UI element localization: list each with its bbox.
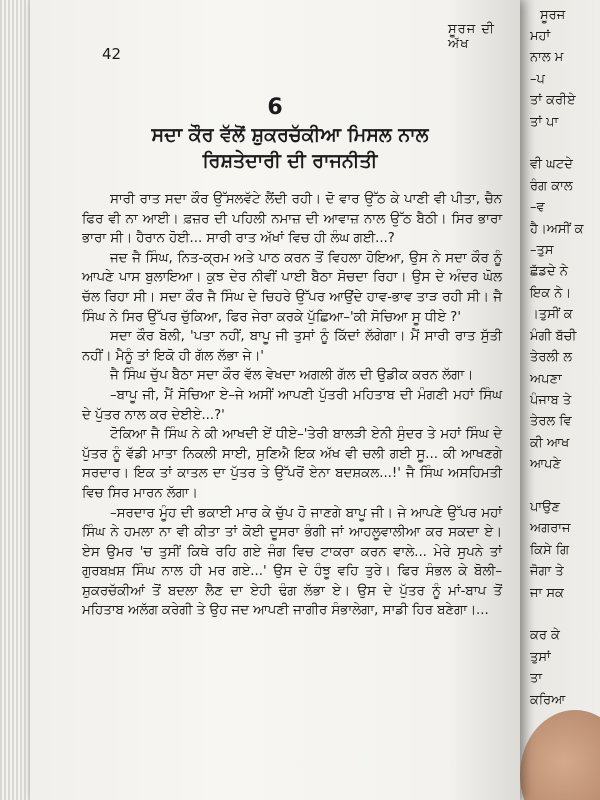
- facing-line: ਵੀ ਘਟਦੇ: [530, 157, 573, 173]
- book-page: [30, 0, 520, 800]
- facing-line: ਤਾਂ ਕਰੀਏ: [530, 93, 576, 109]
- facing-line: ਰੰਗ ਕਾਲ: [530, 178, 573, 194]
- facing-line: [530, 476, 584, 497]
- chapter-title-line1: ਸਦਾ ਕੌਰ ਵੱਲੋਂ ਸ਼ੁਕਰਚੱਕੀਆ ਮਿਸਲ ਨਾਲ: [151, 124, 429, 146]
- paragraph: ਸਾਰੀ ਰਾਤ ਸਦਾ ਕੌਰ ਉੱਸਲਵੱਟੇ ਲੈਂਦੀ ਰਹੀ। ਦੋ ਵਾਰ ਉੱਠ ਕੇ ਪਾਣੀ ਵੀ ਪੀਤਾ, ਚੈਨ ਫਿਰ ਵੀ ਨਾ ਆਈ। ਫ਼ਜ਼ਰ ਦੀ ਪਹਿਲੀ ਨਮਾਜ਼ ਦੀ ਆਵਾਜ਼ ਨਾਲ ਉੱਠ ਬੈਠੀ। ਸਿਰ ਭਾਰਾ ਭਾਰਾ ਸੀ। ਹੈਰਾਨ ਹੋਈ... ਸਾਰੀ ਰਾਤ ਅੱਖਾਂ ਵਿਚ ਹੀ ਲੰਘ ਗਈ...?: [82, 192, 502, 247]
- facing-line: [530, 604, 584, 625]
- facing-line: ਤਾ: [530, 671, 543, 687]
- chapter-title: [70, 122, 510, 174]
- facing-line: [530, 133, 584, 154]
- facing-line: –ਤੁਸ: [530, 243, 554, 259]
- running-head: ਸੂਰਜ ਦੀ ਅੱਖ: [448, 22, 495, 52]
- chapter-number: 6: [267, 95, 283, 120]
- paragraph: ਜਦ ਜੈ ਸਿੰਘ, ਨਿਤ-ਕ੍ਰਮ ਅਤੇ ਪਾਠ ਕਰਨ ਤੋਂ ਵਿਹਲਾ ਹੋਇਆ, ਉਸ ਨੇ ਸਦਾ ਕੌਰ ਨੂੰ ਆਪਣੇ ਪਾਸ ਬੁਲਾਇਆ। ਕੁਝ ਦੇਰ ਨੀਵੀਂ ਪਾਈ ਬੈਠਾ ਸੋਚਦਾ ਰਿਹਾ। ਉਸ ਦੇ ਅੰਦਰ ਘੋਲ ਚੱਲ ਰਿਹਾ ਸੀ। ਸਦਾ ਕੌਰ ਜੈ ਸਿੰਘ ਦੇ ਚਿਹਰੇ ਉੱਪਰ ਆਉਂਦੇ ਹਾਵ-ਭਾਵ ਤਾੜ ਰਹੀ ਸੀ। ਜੈ ਸਿੰਘ ਨੇ ਸਿਰ ਉੱਪਰ ਚੁੱਕਿਆ, ਫਿਰ ਜੇਰਾ ਕਰਕੇ ਪੁੱਛਿਆ–'ਕੀ ਸੋਚਿਆ ਸੂ ਧੀਏ ?': [82, 250, 502, 325]
- facing-line: ਕਰਿਆ: [530, 692, 566, 708]
- facing-line: ਨਾਲ ਮ: [530, 50, 564, 66]
- facing-line: ਜਾ ਸਕ: [530, 585, 564, 601]
- facing-line: ਆਪਣੇ: [530, 457, 561, 473]
- paragraph: –ਬਾਪੂ ਜੀ, ਮੈਂ ਸੋਚਿਆ ਏ–ਜੇ ਅਸੀਂ ਆਪਣੀ ਪੁੱਤਰੀ ਮਹਿਤਾਬ ਦੀ ਮੰਗਣੀ ਮਹਾਂ ਸਿੰਘ ਦੇ ਪੁੱਤਰ ਨਾਲ ਕਰ ਦੇਈਏ...?': [82, 387, 502, 423]
- facing-line: ਮਹਾਂ: [530, 29, 551, 44]
- facing-page-text: [530, 26, 584, 711]
- facing-line: ਛੱਡਦੇ ਨੇ: [530, 264, 568, 280]
- facing-line: ਹੈ।ਅਸੀਂ ਕ: [530, 221, 584, 237]
- facing-line: ਇਕ ਨੇ।: [530, 285, 572, 301]
- facing-line: ਤੇਰਲ ਵਿ: [530, 414, 572, 430]
- facing-line: ਅਗਰਾਜ: [530, 521, 571, 537]
- facing-page: [514, 0, 600, 800]
- facing-line: ਤੇਰਲੀ ਲ: [530, 350, 573, 366]
- facing-line: ਪੰਜਾਬ ਤੇ: [530, 392, 572, 408]
- facing-line: ।ਤੁਸੀਂ ਕ: [530, 307, 573, 323]
- facing-line: ਕੀ ਆਖ: [530, 435, 570, 451]
- facing-line: –ਪ: [530, 71, 545, 87]
- facing-line: ਕਿਸੇ ਗਿ: [530, 542, 570, 558]
- paragraph: ਜੈ ਸਿੰਘ ਚੁੱਪ ਬੈਠਾ ਸਦਾ ਕੌਰ ਵੱਲ ਵੇਖਦਾ ਅਗਲੀ ਗੱਲ ਦੀ ਉਡੀਕ ਕਰਨ ਲੱਗਾ।: [110, 368, 474, 384]
- facing-line: ਜੋਗਾ ਤੇ: [530, 564, 564, 580]
- facing-running-head: ਸੂਰਜ: [540, 8, 566, 23]
- page-number: 42: [102, 45, 122, 63]
- facing-line: ਤੁਸਾਂ: [530, 649, 551, 665]
- facing-line: ਪਾਉਣ: [530, 499, 560, 515]
- paragraph: ਟੋਕਿਆ ਜੈ ਸਿੰਘ ਨੇ ਕੀ ਆਖਦੀ ਏਂ ਧੀਏ–'ਤੇਰੀ ਬਾਲੜੀ ਏਨੀ ਸੁੰਦਰ ਤੇ ਮਹਾਂ ਸਿੰਘ ਦੇ ਪੁੱਤਰ ਨੂੰ ਵੱਡੀ ਮਾਤਾ ਨਿਕਲੀ ਸਾਈ, ਸੁਣਿਐ ਇਕ ਅੱਖ ਵੀ ਚਲੀ ਗਈ ਸੂ... ਕੀ ਆਖਣਗੇ ਸਰਦਾਰ। ਇਕ ਤਾਂ ਕਾਤਲ ਦਾ ਪੁੱਤਰ ਤੇ ਉੱਪਰੋਂ ਏਨਾ ਬਦਸ਼ਕਲ...!' ਜੈ ਸਿੰਘ ਅਸਹਿਮਤੀ ਵਿਚ ਸਿਰ ਮਾਰਨ ਲੱਗਾ।: [82, 427, 502, 501]
- thumb: [520, 710, 600, 800]
- facing-line: ਅਪਣਾ: [530, 371, 562, 387]
- body-text: [82, 190, 502, 621]
- facing-line: –ਵ: [530, 200, 545, 216]
- facing-line: ਕਰ ਕੇ: [530, 628, 560, 644]
- chapter-title-line2: ਰਿਸ਼ਤੇਦਾਰੀ ਦੀ ਰਾਜਨੀਤੀ: [202, 150, 378, 172]
- facing-line: ਤਾਂ ਪਾ: [530, 114, 559, 130]
- paragraph: –ਸਰਦਾਰ ਮੂੰਹ ਦੀ ਭਕਾਈ ਮਾਰ ਕੇ ਚੁੱਪ ਹੋ ਜਾਣਗੇ ਬਾਪੂ ਜੀ। ਜੇ ਆਪਣੇ ਉੱਪਰ ਮਹਾਂ ਸਿੰਘ ਨੇ ਹਮਲਾ ਨਾ ਵੀ ਕੀਤਾ ਤਾਂ ਕੋਈ ਦੂਸਰਾ ਭੰਗੀ ਜਾਂ ਆਹਲੂਵਾਲੀਆ ਕਰ ਸਕਦਾ ਏ। ਏਸ ਉਮਰ 'ਚ ਤੁਸੀਂ ਕਿਥੇ ਰਹਿ ਗਏ ਜੰਗ ਵਿਚ ਟਾਕਰਾ ਕਰਨ ਵਾਲੇ... ਮੇਰੇ ਸੁਪਨੇ ਤਾਂ ਗੁਰਬਖ਼ਸ਼ ਸਿੰਘ ਨਾਲ ਹੀ ਮਰ ਗਏ...' ਉਸ ਦੇ ਹੰਝੂ ਵਹਿ ਤੁਰੇ। ਫਿਰ ਸੰਭਲ ਕੇ ਬੋਲੀ–ਸ਼ੁਕਰਚੱਕੀਆਂ ਤੋਂ ਬਦਲਾ ਲੈਣ ਦਾ ਏਹੀ ਢੰਗ ਲੱਭਾ ਏ। ਉਸ ਦੇ ਪੁੱਤਰ ਨੂੰ ਮਾਂ-ਬਾਪ ਤੋਂ ਮਹਿਤਾਬ ਅਲੱਗ ਕਰੇਗੀ ਤੇ ਉਹ ਜਦ ਆਪਣੀ ਜਾਗੀਰ ਸੰਭਾਲੇਗਾ, ਸਾਡੀ ਹਿਰ ਬਣੇਗਾ।...: [82, 505, 502, 619]
- facing-line: ਮੰਗੀ ਬੱਚੀ: [530, 328, 577, 344]
- paragraph: ਸਦਾ ਕੌਰ ਬੋਲੀ, 'ਪਤਾ ਨਹੀਂ, ਬਾਪੂ ਜੀ ਤੁਸਾਂ ਨੂੰ ਕਿੱਦਾਂ ਲੱਗੇਗਾ। ਮੈਂ ਸਾਰੀ ਰਾਤ ਸੁੱਤੀ ਨਹੀਂ। ਮੈਨੂੰ ਤਾਂ ਇਕੋ ਹੀ ਗੱਲ ਲੱਭਾ ਜੇ।': [82, 329, 502, 364]
